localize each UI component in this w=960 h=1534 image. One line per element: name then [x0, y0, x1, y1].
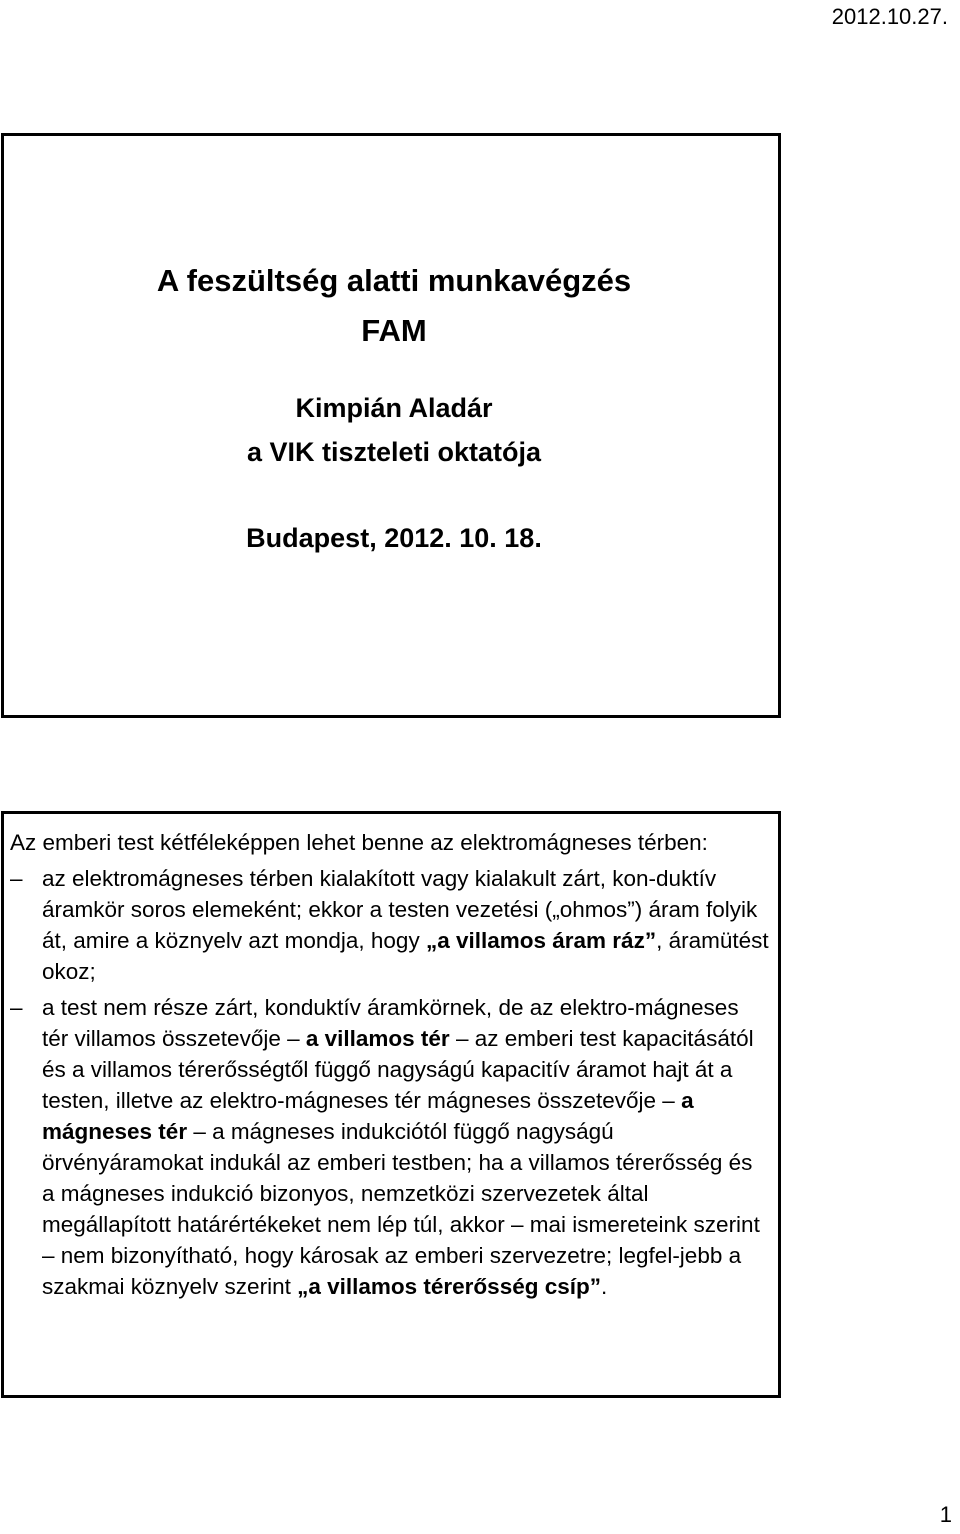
item-text: – a mágneses indukciótól függő nagyságú örvényáramokat indukál az emberi testben; ha a villamos térerősség és a mágneses indukció bizonyos, nemzetközi szervezetek által megállapított határértékeket nem lép túl, akkor – mai ismereteink szerint – nem bizonyítható, hogy károsak az emberi szervezetre; legfel-jebb a szakmai köznyelv szerint — [42, 1119, 760, 1299]
slide-intro: Az emberi test kétféleképpen lehet benne az elektromágneses térben: — [10, 830, 708, 855]
item-emphasis: „a villamos térerősség csíp” — [297, 1274, 601, 1299]
content-slide — [1, 811, 781, 1398]
presentation-title: A feszültség alatti munkavégzés — [156, 263, 632, 298]
title-block — [4, 256, 784, 560]
item-emphasis: a villamos tér — [305, 1026, 450, 1051]
slide-body — [10, 827, 770, 1302]
item-emphasis: „a villamos áram ráz” — [425, 928, 657, 953]
dash-bullet: – — [10, 866, 23, 891]
item-text: a test nem része zárt, konduktív áramkörnek, de az elektro-mágneses tér villamos összetevője – — [42, 995, 739, 1051]
place-date: Budapest, 2012. 10. 18. — [246, 523, 542, 553]
item-text: az elektromágneses térben kialakított vagy kialakult zárt, kon-duktív áramkör soros elemeként; ekkor a testen vezetési („ohmos”) áram folyik át, amire a köznyelv azt mondja, hogy — [42, 866, 758, 953]
author-name: Kimpián Aladár — [295, 393, 493, 423]
item-emphasis: a mágneses tér — [42, 1088, 694, 1144]
title-slide — [1, 133, 781, 718]
item-text: . — [601, 1274, 608, 1299]
page-number: 1 — [939, 1502, 952, 1527]
item-text: – az emberi test kapacitásától és a villamos térerősségtől függő nagyságú kapacitív áramot hajt át a testen, illetve az elektro-mágneses tér mágneses összetevője – — [42, 1026, 754, 1113]
dash-bullet: – — [10, 995, 23, 1020]
item-text: , áramütést okoz; — [42, 928, 769, 984]
header-date: 2012.10.27. — [831, 4, 948, 29]
list-item — [10, 992, 770, 1302]
list-item — [10, 863, 770, 987]
presentation-subtitle: FAM — [361, 313, 427, 348]
author-role: a VIK tiszteleti oktatója — [246, 437, 542, 467]
author-block — [4, 386, 784, 474]
